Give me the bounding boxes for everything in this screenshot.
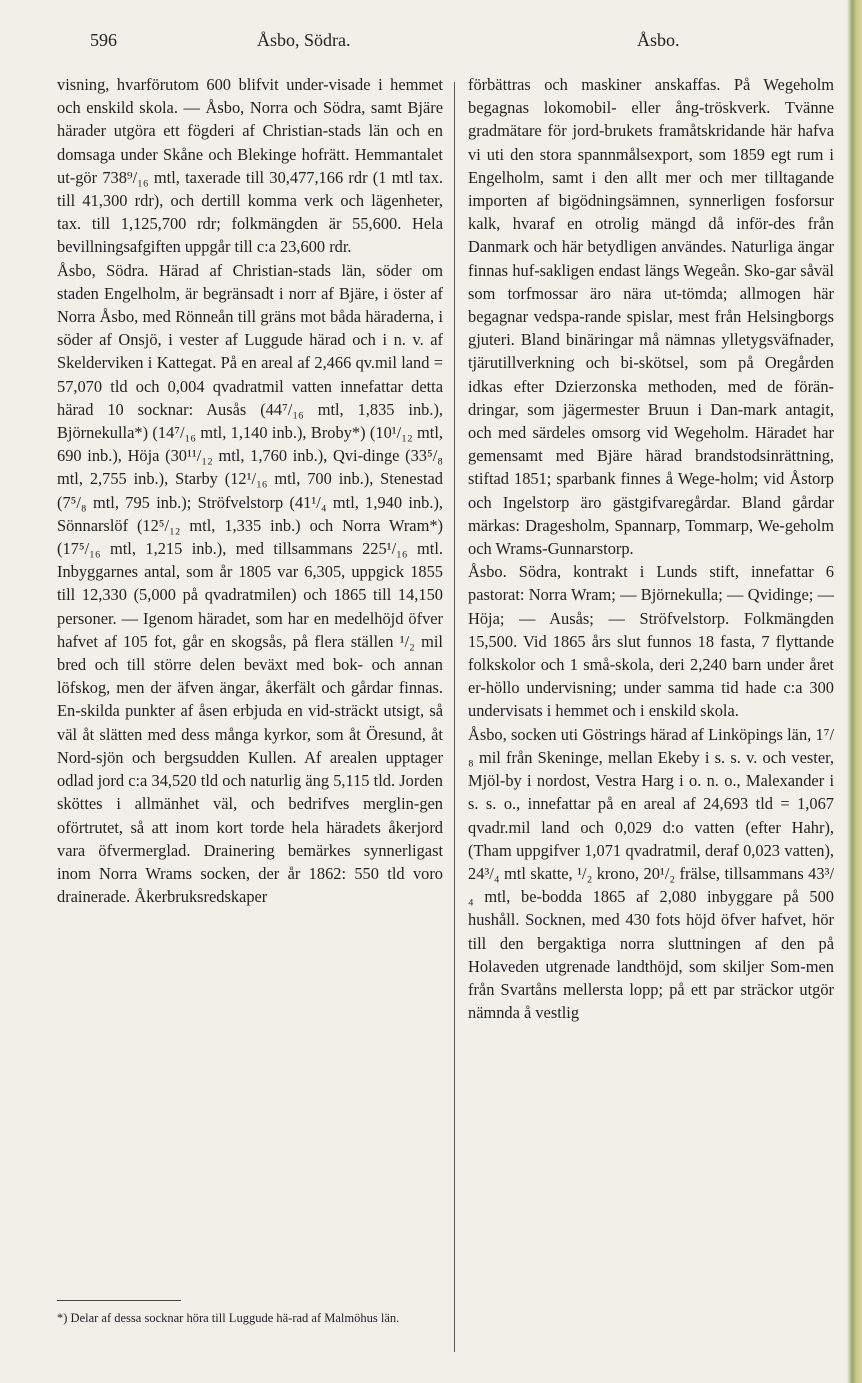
left-paragraph-2: Åsbo, Södra. Härad af Christian-stads län, söder om staden Engelholm, är begränsadt i norr af Bjäre, i öster af Norra Åsbo, med Rönneån till gräns mot båda häraderna, i söder af Onsjö, i vester af Luggude härad och i n. v. af Skelderviken i Kattegat. På en areal af 2,466 qv.mil land = 57,070 tld och 0,004 qvadratmil vatten innefattar detta härad 10 socknar: Ausås (44⁷/₁₆ mtl, 1,835 inb.), Björnekulla*) (14⁷/₁₆ mtl, 1,140 inb.), Broby*) (10¹/₁₂ mtl, 690 inb.), Höja (30¹¹/₁₂ mtl, 1,760 inb.), Qvi-dinge (33⁵/₈ mtl, 2,755 inb.), Starby (12¹/₁₆ mtl, 700 inb.), Stenestad (7⁵/₈ mtl, 795 inb.); Ströfvelstorp (41¹/₄ mtl, 1,940 inb.), Sönnarslöf (12⁵/₁₂ mtl, 1,335 inb.) och Norra Wram*) (17⁵/₁₆ mtl, 1,215 inb.), med tillsammans 225¹/₁₆ mtl. Inbyggarnes antal, som år 1805 var 6,305, uppgick 1855 till 12,330 (5,000 på qvadratmilen) och 1865 till 14,150 personer. — Igenom häradet, som har en medelhöjd öfver hafvet af 105 fot, går en skogsås, på flera ställen ¹/₂ mil bred och till större delen beväxt med bok- och annan löfskog, men der äfven ängar, åkerfält och gårdar finnas. En-skilda punkter af åsen erbjuda en vid-sträckt utsigt, så väl åt slätten med dess många kyrkor, som åt Öresund, åt Nord-sjön och bergsudden Kullen. Af arealen upptager odlad jord c:a 34,520 tld och naturlig äng 5,115 tld. Jorden sköttes i allmänhet väl, och bedrifves merglin-gen oförtrutet, så att inom kort torde hela häradets åkerjord vara öfvermerglad. Drainering bemärkes synnerligast inom Norra Wrams socken, der år 1862: 550 tld voro drainerade. Åkerbruksredskaper <box>57 260 443 907</box>
footnote: *) Delar af dessa socknar höra till Luggude hä-rad af Malmöhus län. <box>57 1311 400 1325</box>
left-column <box>57 73 443 908</box>
left-paragraph-1: visning, hvarförutom 600 blifvit under-visade i hemmet och enskild skola. — Åsbo, Norra och Södra, samt Bjäre härader utgöra ett fögderi af Christian-stads län och en domsaga under Skåne och Blekinge hofrätt. Hemmantalet ut-gör 738⁹/₁₆ mtl, taxerade till 30,477,166 rdr (1 mtl tax. till 41,300 rdr), och dertill komma verk och lägenheter, tax. till 1,125,700 rdr; folkmängden är 55,600. Hela bevillningsafgiften uppgår till c:a 23,600 rdr. <box>57 75 443 257</box>
page-header <box>90 30 814 60</box>
right-paragraph-1: förbättras och maskiner anskaffas. På Wegeholm begagnas lokomobil- eller ång-tröskverk. Tvänne gradmätare för jord-brukets framåtskridande här hafva vi uti den stora spannmålsexport, som 1859 egt rum i Engelholm, samt i den allt mer och mer tilltagande importen af bigödningsämnen, synnerligen fosforsur kalk, hvaraf en otrolig mängd då inför-des från Danmark och här betydligen användes. Naturliga ängar finnas huf-sakligen endast längs Wegeån. Sko-gar såväl som torfmossar äro nära ut-tömda; allmogen här begagnar vedspa-rande spislar, mest från Helsingborgs gjuteri. Bland binäringar må nämnas ylletygsväfnader, tjärutillverkning och bi-skötsel, som på Oregården idkas efter Dzierzonska methoden, med de förän-dringar, som jägermester Bruun i Dan-mark antagit, och med särdeles omsorg vid Wegeholm. Häradet har gemensamt med Bjäre härad brandstodsinrättning, stiftad 1851; sparbank finnes å Wege-holm; vid Åstorp och Ingelstorp äro gästgifvaregårdar. Bland gårdar märkas: Dragesholm, Spannarp, Tommarp, We-geholm och Wrams-Gunnarstorp. <box>468 75 834 559</box>
right-column <box>468 73 834 1024</box>
left-running-title: Åsbo, Södra. <box>257 30 351 50</box>
right-paragraph-2: Åsbo. Södra, kontrakt i Lunds stift, innefattar 6 pastorat: Norra Wram; — Björnekulla; — Qvidinge; — Höja; — Ausås; — Ströfvelstorp. Folkmängden 15,500. Vid 1865 års slut funnos 18 fasta, 7 flyttande folkskolor och 1 små-skola, deri 2,240 barn under året er-höllo undervisning; under samma tid hade c:a 300 undervisats i hemmet och i enskild skola. <box>468 562 834 721</box>
footnote-rule <box>57 1300 181 1301</box>
right-paragraph-3: Åsbo, socken uti Göstrings härad af Linköpings län, 1⁷/₈ mil från Skeninge, mellan Ekeby i s. s. v. och vester, Mjöl-by i nordost, Vestra Harg i o. n. o., Malexander i s. s. o., innefattar på en areal af 24,693 tld = 1,067 qvadr.mil land och 0,029 d:o vatten (efter Hahr), (Tham uppgifver 1,071 qvadratmil, deraf 0,023 vatten), 24³/₄ mtl skatte, ¹/₂ krono, 20¹/₂ frälse, tillsammans 43³/₄ mtl, be-bodda 1865 af 2,080 inbyggare på 500 hushåll. Socknen, med 430 fots höjd öfver hafvet, hör till den bergaktiga norra sluttningen af den på Holaveden utgrenade landthöjd, som skiljer Som-men från Svartåns mellersta lopp; på ett par sträckor utgör nämnda å vestlig <box>468 724 834 1023</box>
right-running-title: Åsbo. <box>637 30 680 50</box>
column-divider <box>454 82 455 1352</box>
page-edge-decoration <box>847 0 862 1383</box>
page-number: 596 <box>90 30 117 50</box>
